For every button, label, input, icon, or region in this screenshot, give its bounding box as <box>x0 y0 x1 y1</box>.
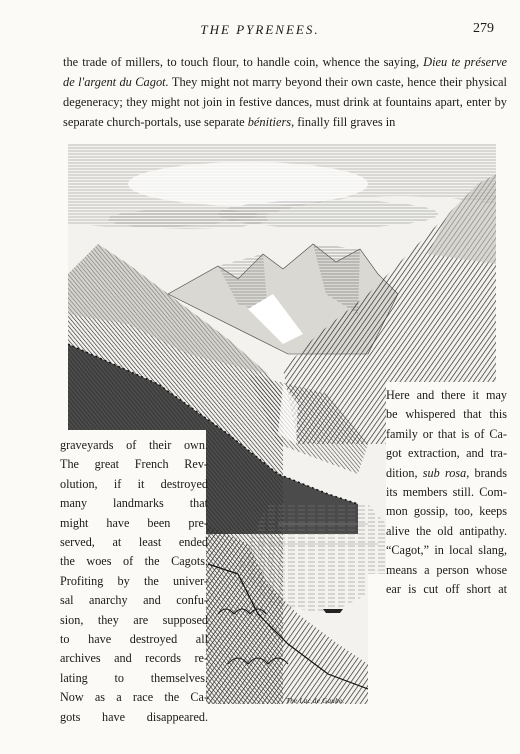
right-line-7: mon gossip, too, keeps <box>386 504 507 519</box>
left-line: gots have disappeared. <box>60 709 208 724</box>
intro-benitiers: bénitiers <box>247 115 292 129</box>
figure-caption: The Lac de Gaube. <box>286 697 345 705</box>
right-line-1: Here and there it may <box>386 388 507 402</box>
right-text-column <box>386 386 507 599</box>
left-line: served, at least ended <box>60 535 208 550</box>
left-line: Now as a race the Ca- <box>60 690 208 705</box>
left-line: olution, if it destroyed <box>60 476 208 491</box>
right-line-5 <box>386 464 507 483</box>
right-line-5-em: sub rosa <box>422 465 467 480</box>
right-line-10: means a person whose <box>386 562 507 577</box>
right-line-6: its members still. Com- <box>386 485 507 500</box>
intro-text-1: the trade of millers, to touch flour, to handle coin, whence the saying, <box>63 55 424 69</box>
right-line-2: be whispered that this <box>386 407 507 422</box>
left-line: many landmarks that <box>60 496 208 511</box>
left-line: lating to themselves. <box>60 670 208 685</box>
running-head-title: THE PYRENEES. <box>200 22 320 37</box>
left-line: might have been pre- <box>60 515 208 530</box>
intro-text-2: They might not marry beyond their own caste, hence their physical degeneracy; they might not join in festive dances, must drink at fountains apart, enter by separate church-portals, use separate <box>63 75 507 129</box>
left-line: Profiting by the univer- <box>60 573 208 588</box>
right-line-8: alive the old antipathy. <box>386 523 507 538</box>
left-line: to have destroyed all <box>60 632 208 647</box>
right-line-5-b: , brands <box>466 465 507 480</box>
right-line-9: “Cagot,” in local slang, <box>386 543 507 558</box>
left-text-column <box>60 436 208 727</box>
left-line: sion, they are supposed <box>60 612 208 627</box>
right-line-4: got extraction, and tra- <box>386 446 507 461</box>
right-line-3: family or that is of Ca- <box>386 426 507 441</box>
left-line: the woes of the Cagots. <box>60 554 208 569</box>
intro-paragraph <box>63 52 507 132</box>
right-line-5-a: dition, <box>386 465 423 480</box>
page-number: 279 <box>473 21 494 36</box>
left-line: The great French Rev- <box>60 457 208 472</box>
left-line: sal anarchy and confu- <box>60 593 208 608</box>
left-line: archives and records re- <box>60 651 208 666</box>
intro-text-3: , finally fill graves in <box>291 115 396 129</box>
right-line-11: ear is cut off short at <box>386 582 507 597</box>
running-head <box>0 22 520 42</box>
left-line: graveyards of their own. <box>60 438 208 452</box>
intro-saying: Dieu te préserve de l'argent du Cagot. <box>63 55 508 89</box>
